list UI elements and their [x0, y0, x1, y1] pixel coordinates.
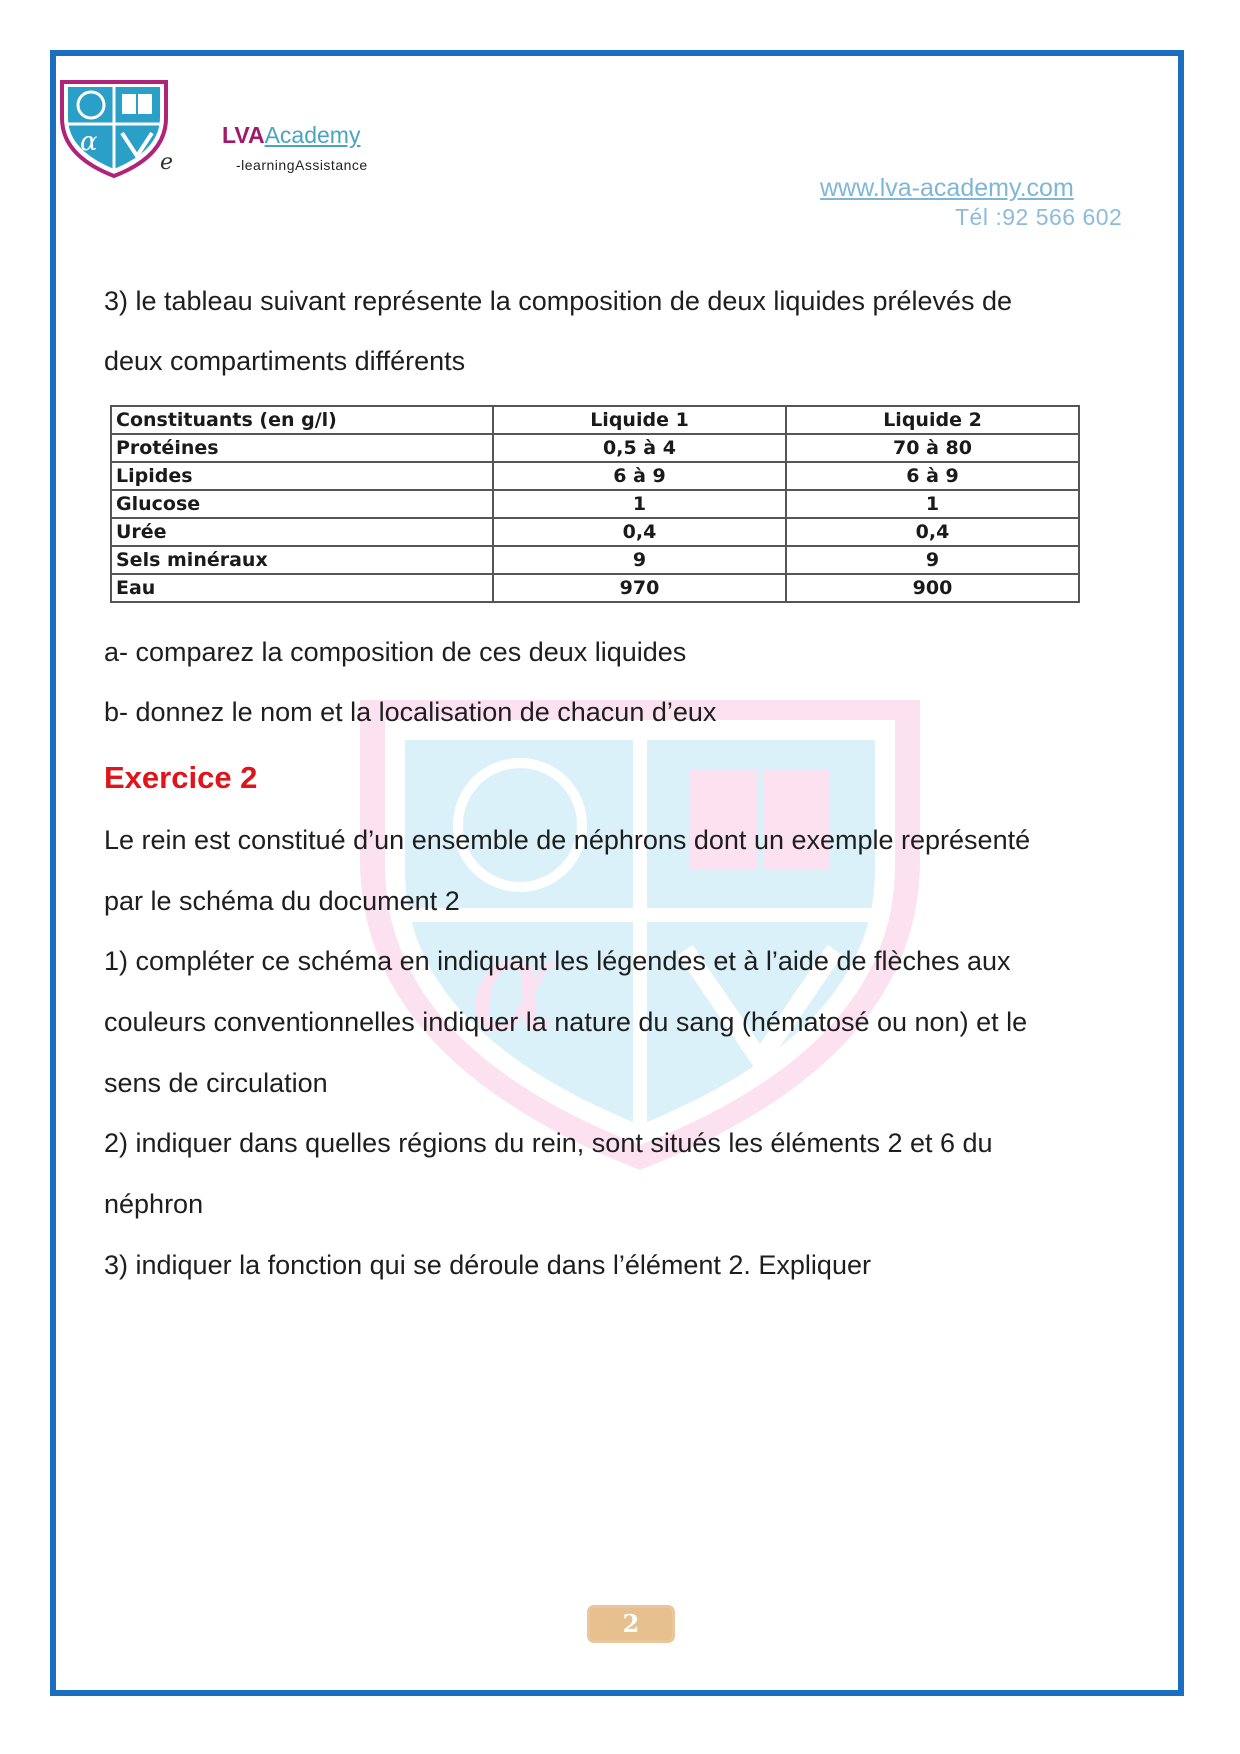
- composition-table: [110, 405, 1080, 603]
- question-3-line-2: deux compartiments différents: [104, 346, 466, 376]
- table-cell: 0,5 à 4: [493, 434, 786, 462]
- phone-number: Tél :92 566 602: [955, 204, 1123, 230]
- exercise-2-q1-line-1: 1) compléter ce schéma en indiquant les légendes et à l’aide de flèches aux: [104, 946, 1011, 976]
- table-cell: 0,4: [493, 518, 786, 546]
- table-row: [111, 518, 1079, 546]
- table-cell: 9: [493, 546, 786, 574]
- exercise-2-q2-line-2: néphron: [104, 1189, 204, 1219]
- website-link[interactable]: www.lva-academy.com: [820, 174, 1074, 202]
- table-cell: 6 à 9: [493, 462, 786, 490]
- table-cell: Glucose: [111, 490, 493, 518]
- svg-text:α: α: [80, 127, 98, 157]
- table-cell: 900: [786, 574, 1079, 602]
- table-row: [111, 490, 1079, 518]
- table-header: Liquide 2: [786, 406, 1079, 434]
- exercise-2-intro-line-1: Le rein est constitué d’un ensemble de néphrons dont un exemple représenté: [104, 825, 1031, 855]
- lva-logo-shield-icon: [58, 78, 170, 178]
- table-cell: 1: [493, 490, 786, 518]
- table-header: Constituants (en g/l): [111, 406, 493, 434]
- table-cell: 970: [493, 574, 786, 602]
- table-cell: Urée: [111, 518, 493, 546]
- watermark-shield-icon: [360, 700, 920, 1170]
- question-3-line-1: 3) le tableau suivant représente la composition de deux liquides prélevés de: [104, 286, 1013, 316]
- table-header-row: [111, 406, 1079, 434]
- exercise-2-q1-line-3: sens de circulation: [104, 1068, 328, 1098]
- question-3a: a- comparez la composition de ces deux liquides: [104, 637, 687, 667]
- logo-script-letter: e: [160, 150, 174, 175]
- table-row: [111, 574, 1079, 602]
- exercise-2-title: Exercice 2: [104, 760, 258, 795]
- table-cell: 1: [786, 490, 1079, 518]
- page-number: 2: [622, 1609, 640, 1638]
- table-cell: Lipides: [111, 462, 493, 490]
- exercise-2-q2-line-1: 2) indiquer dans quelles régions du rein, sont situés les éléments 2 et 6 du: [104, 1128, 993, 1158]
- table-row: [111, 462, 1079, 490]
- table-cell: 70 à 80: [786, 434, 1079, 462]
- exercise-2-q1-line-2: couleurs conventionnelles indiquer la nature du sang (hématosé ou non) et le: [104, 1007, 1028, 1037]
- brand-lva: LVA: [222, 122, 265, 148]
- table-header: Liquide 1: [493, 406, 786, 434]
- table-row: [111, 546, 1079, 574]
- page-number-badge: [587, 1605, 675, 1643]
- brand-tagline: -learningAssistance: [236, 157, 368, 173]
- brand-name: [222, 122, 360, 149]
- table-cell: Protéines: [111, 434, 493, 462]
- table-cell: 6 à 9: [786, 462, 1079, 490]
- question-3b: b- donnez le nom et la localisation de chacun d’eux: [104, 697, 717, 727]
- brand-academy: Academy: [264, 122, 361, 148]
- table-cell: 0,4: [786, 518, 1079, 546]
- table-row: [111, 434, 1079, 462]
- table-cell: 9: [786, 546, 1079, 574]
- svg-text:α: α: [470, 909, 558, 1061]
- table-cell: Sels minéraux: [111, 546, 493, 574]
- exercise-2-intro-line-2: par le schéma du document 2: [104, 886, 460, 916]
- exercise-2-q3: 3) indiquer la fonction qui se déroule dans l’élément 2. Expliquer: [104, 1250, 871, 1280]
- table-cell: Eau: [111, 574, 493, 602]
